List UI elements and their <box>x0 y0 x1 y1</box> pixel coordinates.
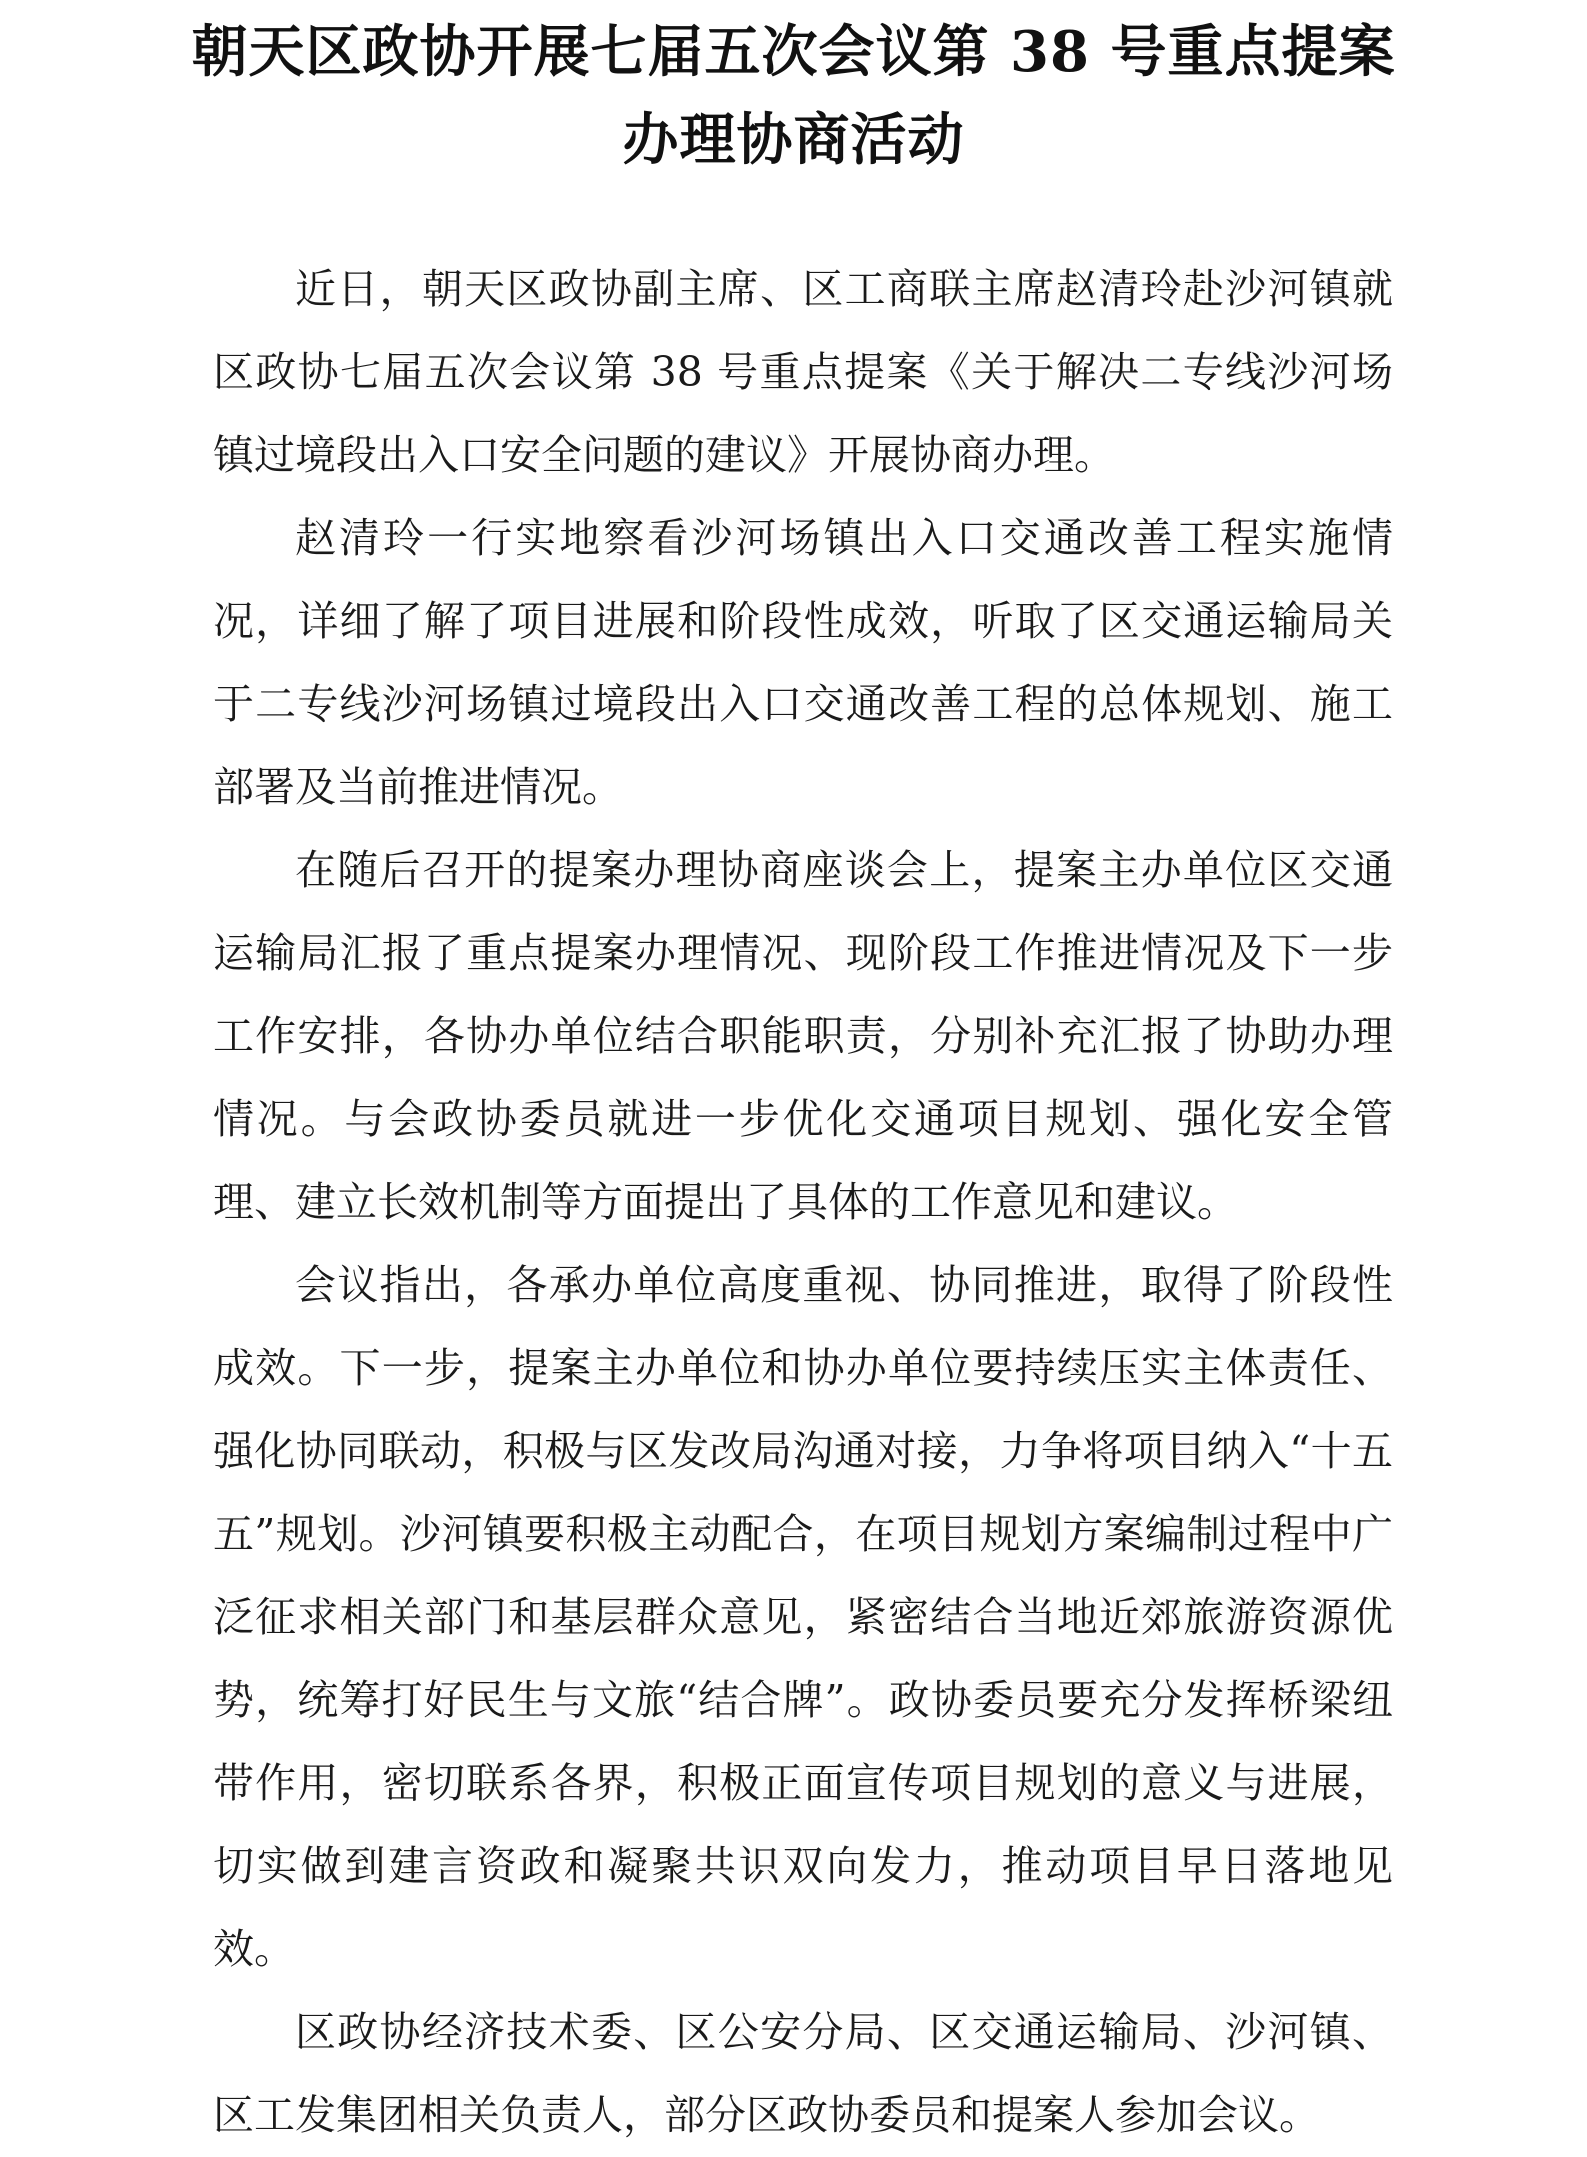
document-title <box>180 8 1407 184</box>
title-line-2: 办理协商活动 <box>622 107 965 173</box>
paragraph-5: 区政协经济技术委、区公安分局、区交通运输局、沙河镇、区工发集团相关负责人，部分区政协委员和提案人参加会议。 <box>213 2008 1393 2139</box>
paragraph-2: 赵清玲一行实地察看沙河场镇出入口交通改善工程实施情况，详细了解了项目进展和阶段性成效，听取了区交通运输局关于二专线沙河场镇过境段出入口交通改善工程的总体规划、施工部署及当前推进情况。 <box>213 514 1393 811</box>
title-line-1: 朝天区政协开展七届五次会议第 38 号重点提案 <box>191 19 1396 85</box>
paragraph-3: 在随后召开的提案办理协商座谈会上，提案主办单位区交通运输局汇报了重点提案办理情况、现阶段工作推进情况及下一步工作安排，各协办单位结合职能职责，分别补充汇报了协助办理情况。与会政协委员就进一步优化交通项目规划、强化安全管理、建立长效机制等方面提出了具体的工作意见和建议。 <box>213 846 1393 1226</box>
paragraph-1: 近日，朝天区政协副主席、区工商联主席赵清玲赴沙河镇就区政协七届五次会议第 38 号重点提案《关于解决二专线沙河场镇过境段出入口安全问题的建议》开展协商办理。 <box>213 265 1393 479</box>
document-body <box>213 248 1393 2157</box>
paragraph-4: 会议指出，各承办单位高度重视、协同推进，取得了阶段性成效。下一步，提案主办单位和协办单位要持续压实主体责任、强化协同联动，积极与区发改局沟通对接，力争将项目纳入“十五五”规划。沙河镇要积极主动配合，在项目规划方案编制过程中广泛征求相关部门和基层群众意见，紧密结合当地近郊旅游资源优势，统筹打好民生与文旅“结合牌”。政协委员要充分发挥桥梁纽带作用，密切联系各界，积极正面宣传项目规划的意义与进展，切实做到建言资政和凝聚共识双向发力，推动项目早日落地见效。 <box>213 1261 1393 1973</box>
